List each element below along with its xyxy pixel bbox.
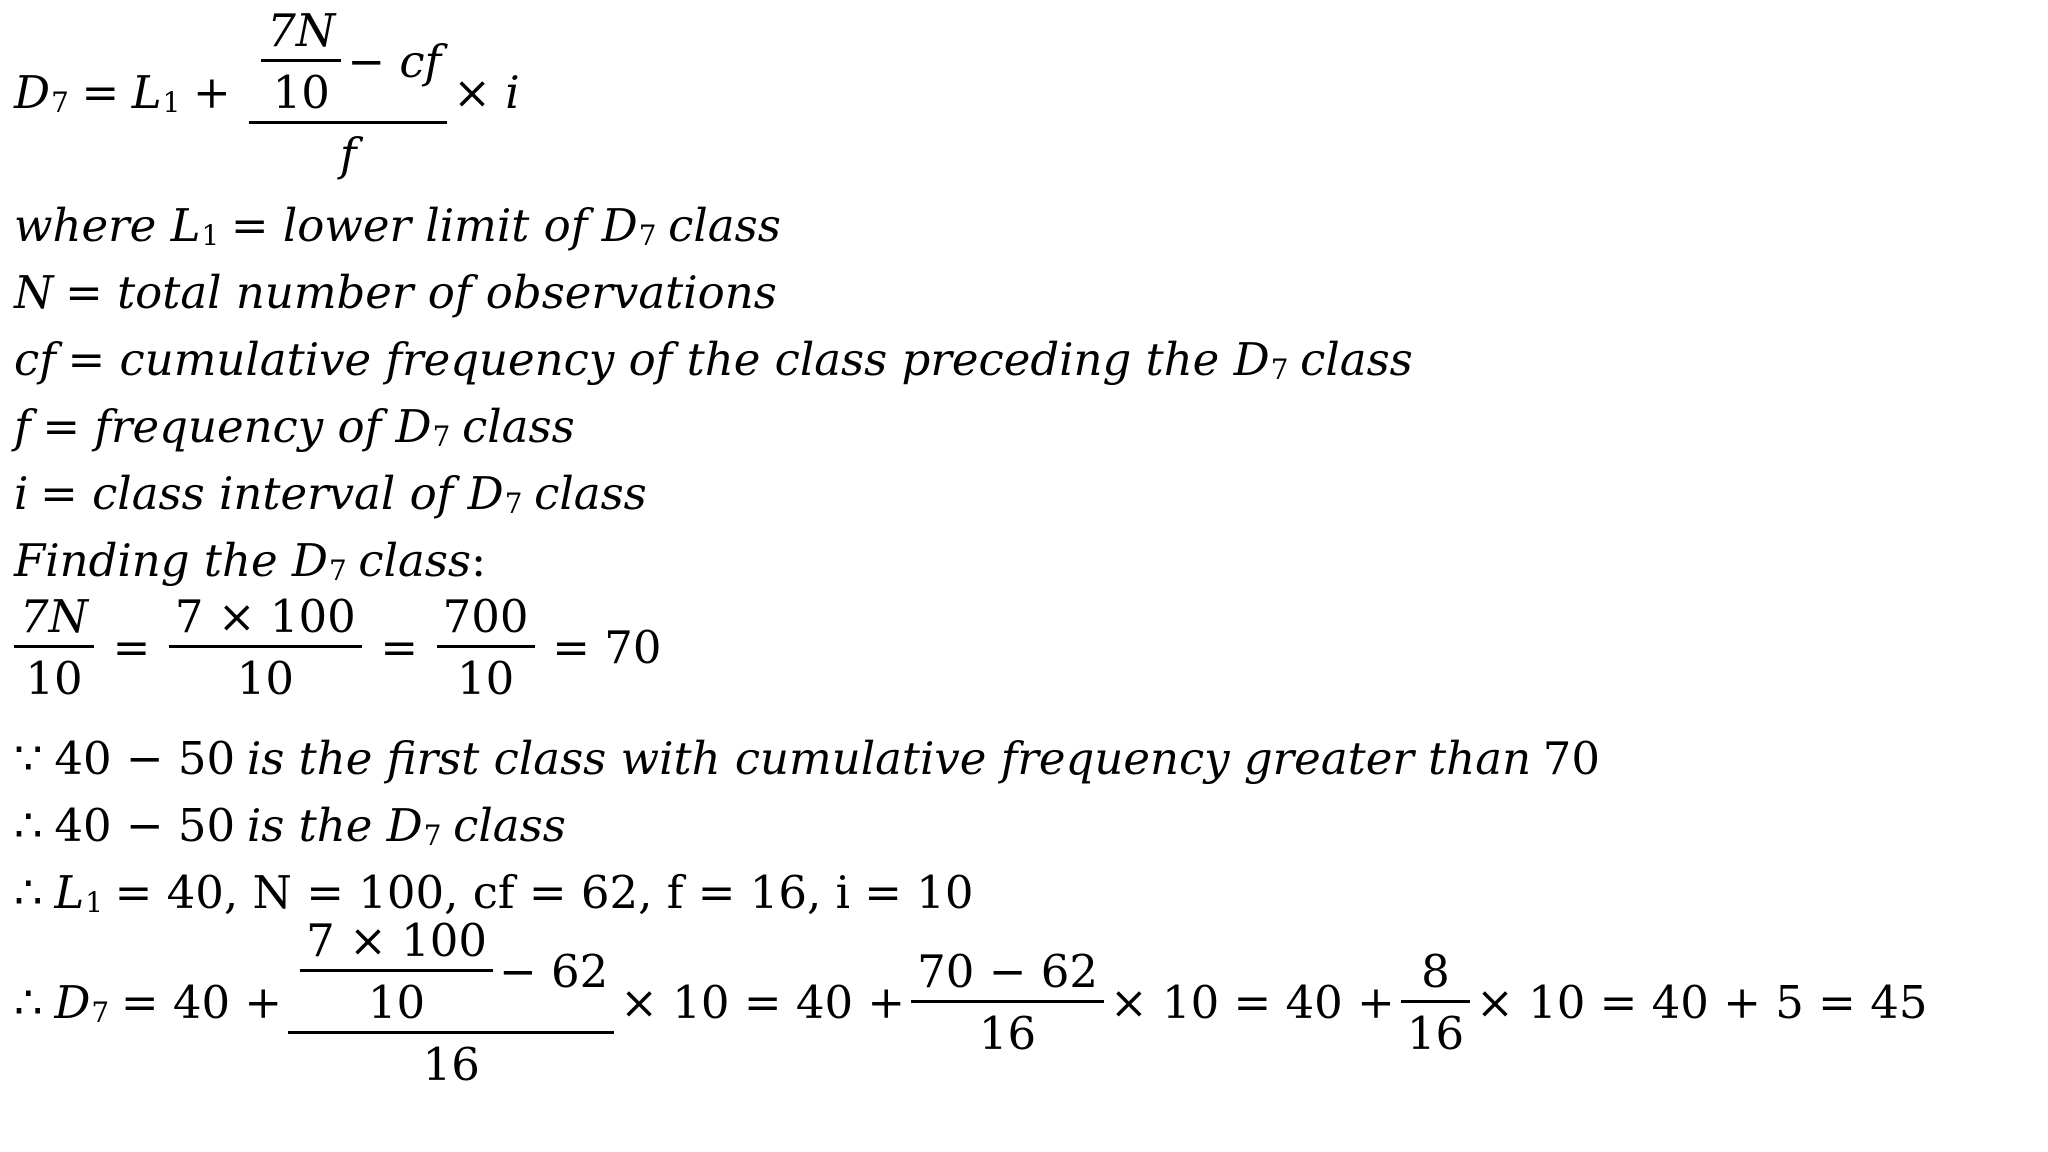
- formula-lhs-sub: 7: [51, 86, 69, 120]
- definition-line: cf = cumulative frequency of the class preceding the D 7 class: [14, 333, 1413, 387]
- final-inner-fraction: $\frac{7 \times 100}{10}$: [300, 918, 493, 1025]
- therefore-symbol: ∴: [14, 799, 43, 852]
- definition-line: N = total number of observations: [14, 266, 777, 319]
- formula-inner-fraction: $\frac{7N}{10}$: [261, 8, 341, 115]
- therefore-symbol: ∴: [14, 866, 43, 919]
- formula-main-fraction: [249, 4, 447, 181]
- final-result: × 10 = 40 + 5 = 45: [1476, 976, 1928, 1029]
- calc-fraction-1: $\frac{7N}{10}$: [14, 594, 94, 701]
- because-symbol: ∵: [14, 732, 43, 785]
- therefore-class-line: ∴ 40 − 50 is the D 7 class: [14, 799, 566, 853]
- therefore-values-line: ∴ L 1 = 40, N = 100, cf = 62, f = 16, i = 10: [14, 866, 974, 920]
- because-line: ∵ 40 − 50 is the first class with cumulative frequency greater than 70: [14, 732, 1601, 785]
- formula-equals: =: [81, 66, 120, 119]
- final-fraction-1: $\frac{7 \times 100}{10}$ − 62 16: [288, 918, 614, 1087]
- formula-L: L: [131, 66, 162, 119]
- finding-heading: Finding the D 7 class :: [14, 534, 487, 588]
- formula-minus-cf: − cf: [347, 35, 442, 88]
- therefore-symbol: ∴: [14, 976, 43, 1029]
- calc-fraction-2: $\frac{7 \times 100}{10}$: [169, 594, 362, 701]
- final-computation: ∴ D 7 = 40 + $\frac{7 \times 100}{10}$ − 62 16 × 10 = 40 + $\frac{70 - 62}{16}$ × 10 = 40 + $\frac{8}{16}$ × 10 = 40 + 5 = 45: [14, 914, 1928, 1091]
- final-fraction-3: $\frac{8}{16}$: [1401, 949, 1470, 1056]
- decile-formula: [14, 4, 520, 181]
- formula-lhs: D: [14, 66, 51, 119]
- definition-line: i = class interval of D 7 class: [14, 467, 647, 521]
- definition-line: f = frequency of D 7 class: [14, 400, 575, 454]
- formula-plus: +: [192, 66, 231, 119]
- formula-L-sub: 1: [162, 86, 181, 120]
- formula-times-i: × i: [453, 66, 520, 119]
- final-fraction-2: $\frac{70 - 62}{16}$: [911, 949, 1104, 1056]
- formula-denominator: f: [339, 128, 357, 181]
- definition-line: where L 1 = lower limit of D 7 class: [14, 199, 781, 253]
- position-calculation: $\frac{7N}{10}$ = $\frac{7 \times 100}{10}$ = $\frac{700}{10}$ = 70: [14, 594, 662, 701]
- calc-fraction-3: $\frac{700}{10}$: [437, 594, 535, 701]
- calc-result: = 70: [552, 621, 662, 674]
